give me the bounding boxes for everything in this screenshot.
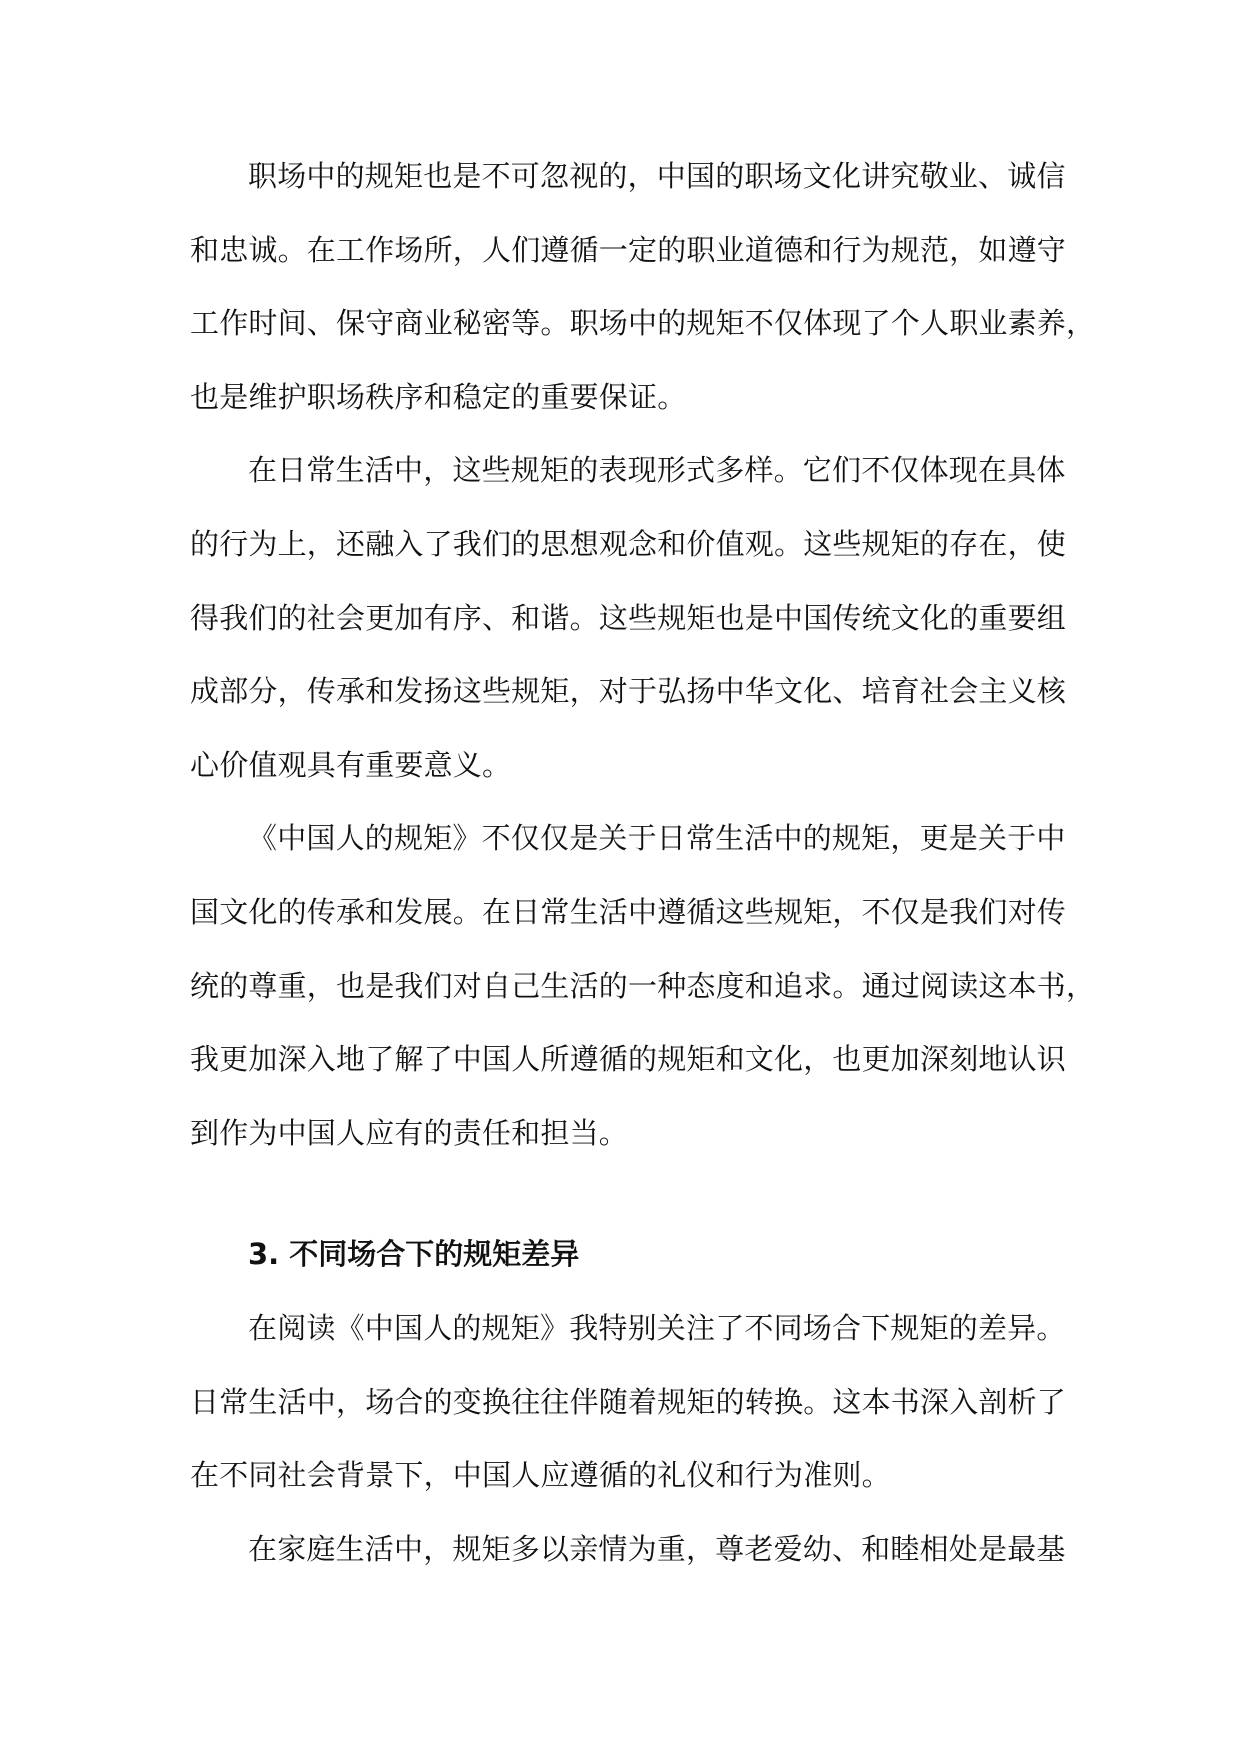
text-line: 心价值观具有重要意义。: [190, 747, 512, 782]
text-line: 工作时间、保守商业秘密等。职场中的规矩不仅体现了个人职业素养，: [190, 306, 1096, 341]
paragraph-family-life: [190, 1513, 1066, 1587]
text-line: 在家庭生活中，规矩多以亲情为重，尊老爱幼、和睦相处是最基: [248, 1531, 1066, 1566]
text-line: 在不同社会背景下，中国人应遵循的礼仪和行为准则。: [190, 1458, 891, 1493]
text-line: 《中国人的规矩》不仅仅是关于日常生活中的规矩，更是关于中: [248, 821, 1066, 856]
text-line: 得我们的社会更加有序、和谐。这些规矩也是中国传统文化的重要组: [190, 600, 1067, 635]
text-line: 和忠诚。在工作场所，人们遵循一定的职业道德和行为规范，如遵守: [190, 232, 1067, 267]
section-heading: 3. 不同场合下的规矩差异: [248, 1237, 580, 1272]
text-line: 在日常生活中，这些规矩的表现形式多样。它们不仅体现在具体: [248, 453, 1066, 488]
text-line: 国文化的传承和发展。在日常生活中遵循这些规矩，不仅是我们对传: [190, 894, 1067, 929]
text-line: 我更加深入地了解了中国人所遵循的规矩和文化，也更加深刻地认识: [190, 1042, 1067, 1077]
text-line: 统的尊重，也是我们对自己生活的一种态度和追求。通过阅读这本书，: [190, 968, 1096, 1003]
text-line: 日常生活中，场合的变换往往伴随着规矩的转换。这本书深入剖析了: [190, 1384, 1067, 1419]
document-body: [190, 140, 1096, 1586]
paragraph-occasion-differences: [190, 1292, 1067, 1513]
text-line: 成部分，传承和发扬这些规矩，对于弘扬中华文化、培育社会主义核: [190, 674, 1067, 709]
paragraph-daily-life-rules: [190, 434, 1067, 802]
section-spacer: [190, 1170, 1060, 1218]
text-line: 职场中的规矩也是不可忽视的，中国的职场文化讲究敬业、诚信: [248, 159, 1066, 193]
text-line: 也是维护职场秩序和稳定的重要保证。: [190, 379, 687, 414]
text-line: 的行为上，还融入了我们的思想观念和价值观。这些规矩的存在，使: [190, 526, 1067, 561]
paragraph-workplace-rules: [190, 140, 1096, 434]
text-line: 在阅读《中国人的规矩》我特别关注了不同场合下规矩的差异。: [248, 1310, 1066, 1345]
text-line: 到作为中国人应有的责任和担当。: [190, 1115, 629, 1150]
paragraph-book-reflection: [190, 802, 1096, 1170]
